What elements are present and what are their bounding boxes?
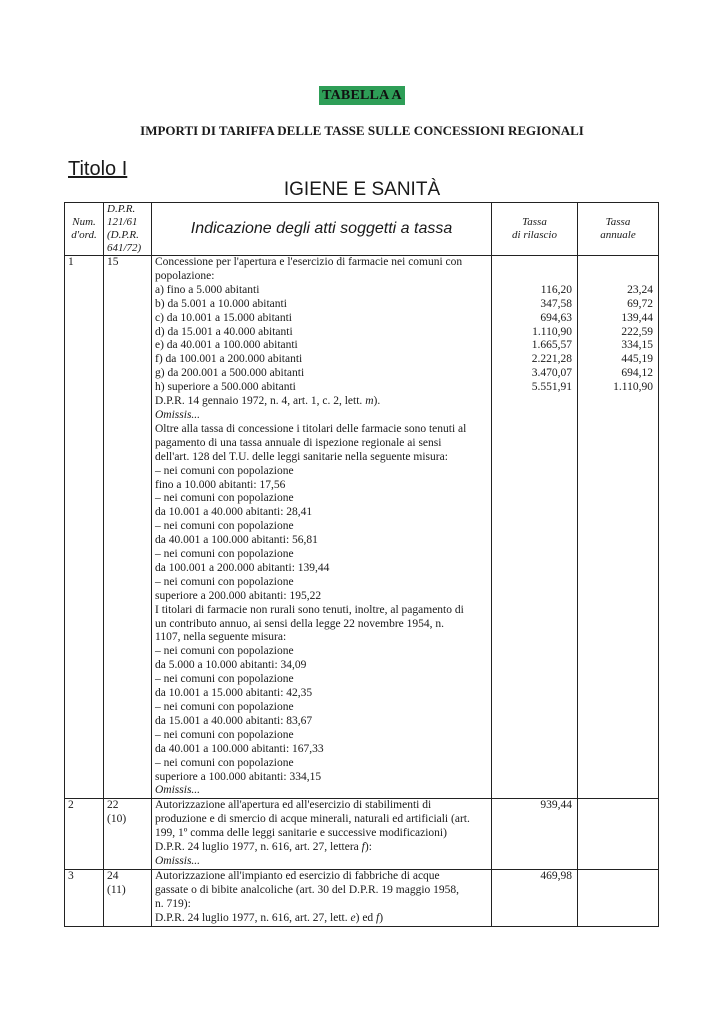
description-line: da 5.000 a 10.000 abitanti: 34,09 — [155, 659, 307, 672]
table-body — [65, 256, 659, 927]
description-line: – nei comuni con popolazione — [155, 520, 294, 533]
description-line: da 100.001 a 200.000 abitanti: 139,44 — [155, 561, 330, 574]
row-tassa-annuale — [578, 869, 659, 926]
description-line: – nei comuni con popolazione — [155, 548, 294, 561]
header-line: 641/72) — [107, 242, 142, 254]
description-line: Oltre alla tassa di concessione i titolari delle farmacie sono tenuti al — [155, 422, 467, 435]
amount-value: 939,44 — [540, 799, 572, 812]
description-line: D.P.R. 24 luglio 1977, n. 616, art. 27, lettera f): — [155, 841, 372, 854]
description-line: c) da 10.001 a 15.000 abitanti — [155, 311, 293, 324]
description-line: – nei comuni con popolazione — [155, 701, 294, 713]
description-line: da 40.001 a 100.000 abitanti: 167,33 — [155, 742, 324, 755]
dpr-line: (11) — [107, 883, 126, 896]
description-line: D.P.R. 14 gennaio 1972, n. 4, art. 1, c. 2, lett. m). — [155, 395, 381, 408]
amount-value — [581, 256, 653, 270]
description-line: e) da 40.001 a 100.000 abitanti — [155, 339, 298, 352]
row-tassa-annuale — [578, 256, 659, 799]
description-line: b) da 5.001 a 10.000 abitanti — [155, 297, 287, 310]
header-line: D.P.R. — [107, 203, 136, 215]
description-line: 1107, nella seguente misura: — [155, 631, 287, 644]
amount-value — [495, 256, 572, 270]
description-line: Concessione per l'apertura e l'esercizio di farmacie nei comuni con — [155, 256, 463, 268]
description-line: fino a 10.000 abitanti: 17,56 — [155, 478, 286, 491]
amount-value: 347,58 — [540, 297, 572, 310]
description-line: D.P.R. 24 luglio 1977, n. 616, art. 27, lett. e) ed f) — [155, 911, 384, 924]
description-line: Omissis... — [155, 854, 201, 867]
description-line: Autorizzazione all'impianto ed esercizio di fabbriche di acque — [155, 869, 440, 882]
row-description — [152, 869, 492, 926]
dpr-line: 15 — [107, 256, 119, 268]
description-line: superiore a 100.000 abitanti: 334,15 — [155, 770, 322, 783]
dpr-line: 24 — [107, 869, 119, 882]
amount-value: 116,20 — [540, 283, 572, 296]
row-tassa-rilascio — [492, 799, 578, 870]
description-line: – nei comuni con popolazione — [155, 575, 294, 588]
amount-value: 1.110,90 — [613, 381, 653, 394]
amount-value: 3.470,07 — [531, 367, 572, 380]
description-line: – nei comuni con popolazione — [155, 673, 294, 686]
column-header-description: Indicazione degli atti soggetti a tassa — [152, 203, 492, 256]
amount-value — [581, 270, 653, 284]
header-line: (D.P.R. — [107, 229, 139, 241]
row-number: 1 — [65, 256, 104, 799]
dpr-line: 22 — [107, 799, 119, 812]
header-line: di rilascio — [512, 229, 557, 241]
dpr-line: (10) — [107, 813, 127, 826]
description-line: – nei comuni con popolazione — [155, 728, 294, 741]
title-heading: Titolo I — [68, 158, 128, 180]
amount-value: 1.110,90 — [532, 325, 572, 338]
document-subtitle: IMPORTI DI TARIFFA DELLE TASSE SULLE CONCESSIONI REGIONALI — [140, 123, 584, 138]
amount-value: 139,44 — [621, 311, 653, 324]
amount-value: 334,15 — [621, 339, 653, 352]
description-line: pagamento di una tassa annuale di ispezione regionale ai sensi — [155, 436, 442, 449]
table-row — [65, 799, 659, 870]
description-line: produzione e di smercio di acque minerali, naturali ed artificiali (art. — [155, 813, 470, 826]
description-line: g) da 200.001 a 500.000 abitanti — [155, 367, 305, 380]
description-line: – nei comuni con popolazione — [155, 756, 294, 769]
description-line: n. 719): — [155, 897, 191, 910]
column-header-dpr — [104, 203, 152, 256]
column-header-tassa-rilascio — [492, 203, 578, 256]
description-line: – nei comuni con popolazione — [155, 645, 294, 658]
description-line: dell'art. 128 del T.U. delle leggi sanitarie nella seguente misura: — [155, 450, 448, 463]
header-line: 121/61 — [107, 216, 138, 228]
amount-value: 5.551,91 — [531, 381, 572, 394]
amount-value: 222,59 — [621, 325, 653, 338]
description-line: d) da 15.001 a 40.000 abitanti — [155, 325, 293, 338]
amount-value: 694,12 — [621, 367, 653, 380]
row-dpr-reference — [104, 799, 152, 870]
row-dpr-reference — [104, 256, 152, 799]
amount-value: 694,63 — [540, 311, 572, 324]
description-line: da 10.001 a 15.000 abitanti: 42,35 — [155, 687, 313, 700]
description-line: – nei comuni con popolazione — [155, 492, 294, 505]
description-line: da 40.001 a 100.000 abitanti: 56,81 — [155, 534, 318, 547]
description-line: a) fino a 5.000 abitanti — [155, 283, 260, 296]
description-line: – nei comuni con popolazione — [155, 464, 294, 477]
row-tassa-rilascio — [492, 256, 578, 799]
description-line: superiore a 200.000 abitanti: 195,22 — [155, 589, 322, 602]
description-line: 199, 1º comma delle leggi sanitarie e successive modificazioni) — [155, 827, 447, 840]
description-line: h) superiore a 500.000 abitanti — [155, 381, 296, 394]
table-row — [65, 256, 659, 799]
row-description — [152, 799, 492, 870]
description-line: da 15.001 a 40.000 abitanti: 83,67 — [155, 714, 313, 727]
table-label-banner — [0, 86, 724, 104]
column-header-num — [65, 203, 104, 256]
row-number: 2 — [65, 799, 104, 870]
amount-value: 23,24 — [627, 283, 653, 296]
description-line: popolazione: — [155, 269, 215, 282]
row-tassa-annuale — [578, 799, 659, 870]
amount-value — [495, 270, 572, 284]
description-line: Omissis... — [155, 784, 201, 797]
section-heading: IGIENE E SANITÀ — [283, 179, 441, 200]
header-line: Tassa — [605, 216, 631, 228]
table-header-row — [65, 203, 659, 256]
header-line: Tassa — [522, 216, 547, 228]
description-line: da 10.001 a 40.000 abitanti: 28,41 — [155, 506, 313, 519]
table-row — [65, 869, 659, 926]
row-description — [152, 256, 492, 799]
description-line: gassate o di bibite analcoliche (art. 30 del D.P.R. 19 maggio 1958, — [155, 883, 460, 896]
amount-value: 1.665,57 — [531, 339, 572, 352]
description-line: un contributo annuo, ai sensi della legge 22 novembre 1954, n. — [155, 617, 445, 630]
table-label: TABELLA A — [319, 86, 405, 105]
description-line: f) da 100.001 a 200.000 abitanti — [155, 353, 303, 366]
description-line: I titolari di farmacie non rurali sono tenuti, inoltre, al pagamento di — [155, 603, 464, 616]
amount-value: 2.221,28 — [531, 353, 572, 366]
column-header-tassa-annuale — [578, 203, 659, 256]
description-line: Autorizzazione all'apertura ed all'esercizio di stabilimenti di — [155, 799, 432, 812]
header-line: Num. — [72, 216, 96, 228]
amount-value: 445,19 — [621, 353, 653, 366]
header-line: annuale — [600, 229, 636, 241]
row-number: 3 — [65, 869, 104, 926]
header-line: d'ord. — [71, 229, 97, 241]
amount-value: 69,72 — [627, 297, 653, 310]
row-dpr-reference — [104, 869, 152, 926]
description-line: Omissis... — [155, 408, 201, 421]
amount-value: 469,98 — [540, 869, 572, 882]
tariff-table — [64, 202, 659, 927]
row-tassa-rilascio — [492, 869, 578, 926]
